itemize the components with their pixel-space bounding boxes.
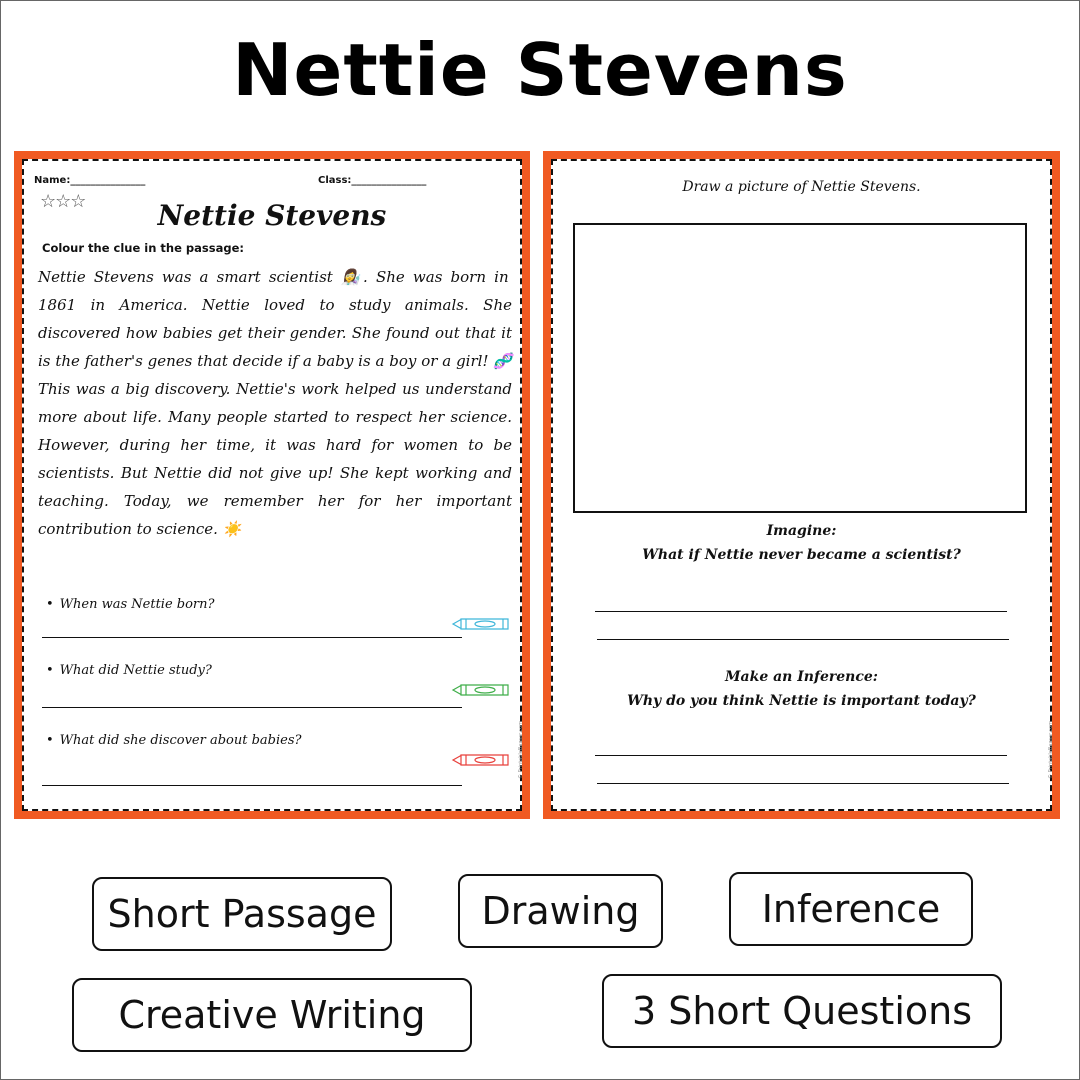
drawing-box (573, 223, 1027, 513)
question-2 (46, 663, 212, 678)
question-text: When was Nettie born? (59, 597, 215, 612)
rating-stars-icon: ☆☆☆ (40, 191, 86, 212)
question-text: What did Nettie study? (59, 663, 212, 678)
writing-line (597, 639, 1009, 640)
tag-3-short-questions: 3 Short Questions (602, 974, 1002, 1048)
draw-prompt: Draw a picture of Nettie Stevens. (682, 179, 921, 195)
inference-label: Make an Inference: (725, 669, 878, 685)
page-title: Nettie Stevens (232, 28, 848, 112)
imagine-label: Imagine: (766, 523, 837, 539)
reading-passage: Nettie Stevens was a smart scientist 👩‍🔬. She was born in 1861 in America. Nettie loved to study animals. She discovered how babies get their gender. She found out that it is the father's genes that decide if a baby is a boy or a girl! 🧬 This was a big discovery. Nettie's work helped us understand more about life. Many people started to respect her science. However, during her time, it was hard for women to be scientists. But Nettie did not give up! She kept working and teaching. Today, we remember her for her important contribution to science. ☀️ (38, 268, 512, 538)
question-3 (46, 733, 301, 748)
answer-line (42, 785, 462, 786)
bullet: • (46, 597, 54, 612)
writing-line (595, 611, 1007, 612)
name-field-label: Name:_______________ (34, 175, 146, 186)
inference-question: Why do you think Nettie is important today? (627, 693, 976, 709)
tag-creative-writing: Creative Writing (72, 978, 472, 1052)
tag-inference: Inference (729, 872, 973, 946)
bullet: • (46, 663, 54, 678)
class-field-label: Class:_______________ (318, 175, 427, 186)
red-crayon-icon (452, 753, 510, 767)
blue-crayon-icon (452, 617, 510, 631)
question-text: What did she discover about babies? (59, 733, 302, 748)
green-crayon-icon (452, 683, 510, 697)
writing-line (597, 783, 1009, 784)
passage-worksheet-page (22, 159, 522, 811)
imagine-question: What if Nettie never became a scientist? (642, 547, 961, 563)
bullet: • (46, 733, 54, 748)
passage-worksheet-preview (14, 151, 530, 819)
drawing-worksheet-page (551, 159, 1052, 811)
question-1 (46, 597, 215, 612)
answer-line (42, 707, 462, 708)
instruction-text: Colour the clue in the passage: (42, 241, 244, 255)
writing-line (595, 755, 1007, 756)
tag-drawing: Drawing (458, 874, 663, 948)
worksheet-title: Nettie Stevens (157, 199, 387, 232)
drawing-worksheet-preview (543, 151, 1060, 819)
copyright-mark: © PrintableBazaar.com (1048, 721, 1054, 779)
copyright-mark: © PrintableBazaar.com (518, 721, 524, 779)
answer-line (42, 637, 462, 638)
tag-short-passage: Short Passage (92, 877, 392, 951)
